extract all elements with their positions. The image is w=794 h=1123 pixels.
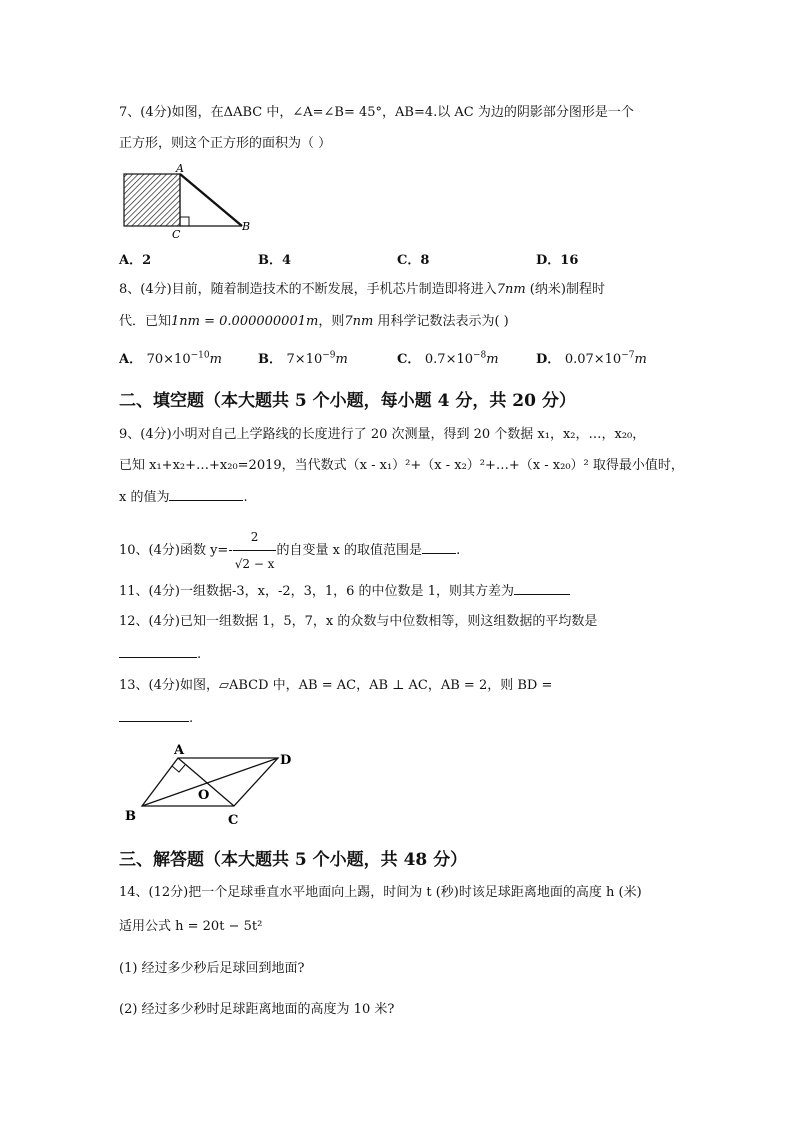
q14-line1: 14、(12分)把一个足球垂直水平地面向上踢，时间为 t (秒)时该足球距离地面的高度 h (米) [119, 885, 642, 900]
q13-figure [118, 738, 298, 830]
label-a: A [174, 743, 185, 758]
q11-answer-blank[interactable] [514, 582, 570, 595]
q12-answer-blank[interactable] [119, 645, 197, 658]
q11-line: 11、(4分)一组数据-3，x，-2，3，1，6 的中位数是 1，则其方差为 [119, 582, 570, 601]
q8-line1: 8、(4分)目前，随着制造技术的不断发展，手机芯片制造即将进入7nm (纳米)制程时 [119, 282, 605, 297]
right-angle-mark [180, 217, 189, 226]
label-c: C [228, 813, 239, 828]
q7-option-d: D．16 [536, 253, 579, 268]
q14-sub2: (2) 经过多少秒时足球距离地面的高度为 10 米? [119, 1002, 395, 1017]
q10-line: 10、(4分)函数 y=- $\frac{2}{√2 - x}$ 的自变量 x 的取值范围是 . [119, 524, 460, 577]
diagonal-bd [142, 758, 278, 806]
section-2-heading: 二、填空题（本大题共 5 个小题，每小题 4 分，共 20 分） [119, 391, 576, 411]
q13-line2: . [119, 709, 193, 728]
q12-line2: . [119, 645, 201, 664]
q7-option-c: C．8 [397, 253, 430, 268]
q13-answer-blank[interactable] [119, 709, 189, 722]
q8-option-d: D． $0.07\times 10^{-7}m$ [536, 350, 647, 367]
label-o: O [198, 788, 210, 803]
q7-line1: 7、(4分)如图，在ΔABC 中，∠A=∠B= 45°，AB=4.以 AC 为边的阴影部分图形是一个 [119, 105, 634, 120]
q8-option-a: A． $70\times 10^{-10}m$ [119, 350, 222, 367]
q7-option-b: B．4 [258, 253, 292, 268]
q8-line2: 代．已知1nm = 0.000000001m，则7nm 用科学记数法表示为( ) [119, 314, 509, 329]
q10-answer-blank[interactable] [422, 541, 456, 554]
section-3-heading: 三、解答题（本大题共 5 个小题，共 48 分） [119, 850, 468, 870]
label-a: A [176, 162, 184, 175]
q14-sub1: (1) 经过多少秒后足球回到地面? [119, 961, 305, 976]
q9-answer-blank[interactable] [169, 488, 243, 501]
q10-fraction: $\frac{2}{√2 - x}$ [233, 524, 277, 577]
q8-option-b: B． $7\times 10^{-9}m$ [258, 350, 348, 367]
q7-figure [118, 160, 263, 240]
q7-line2: 正方形，则这个正方形的面积为（ ） [119, 136, 332, 151]
q12-line1: 12、(4分)已知一组数据 1，5，7，x 的众数与中位数相等，则这组数据的平均数是 [119, 614, 598, 629]
q9-line2: 已知 x₁+x₂+…+x₂₀=2019，当代数式（x - x₁）²+（x - x₂）²+…+（x - x₂₀）² 取得最小值时， [119, 458, 684, 473]
q7-option-a: A．2 [119, 253, 152, 268]
shaded-square [124, 174, 180, 226]
label-b: B [242, 220, 251, 233]
q9-line3: x 的值为 . [119, 490, 248, 505]
label-d: D [280, 753, 292, 768]
q13-line1: 13、(4分)如图，▱ABCD 中，AB = AC，AB ⊥ AC，AB = 2，则 BD = [119, 678, 553, 693]
label-b: B [125, 809, 136, 824]
q8-option-c: C． $0.7\times 10^{-8}m$ [397, 350, 499, 367]
label-c: C [172, 228, 181, 240]
q14-line2: 适用公式 h = 20t − 5t² [119, 919, 263, 934]
q9-line1: 9、(4分)小明对自己上学路线的长度进行了 20 次测量，得到 20 个数据 x₁，x₂，…，x₂₀， [119, 427, 646, 442]
right-angle-mark [172, 765, 185, 772]
